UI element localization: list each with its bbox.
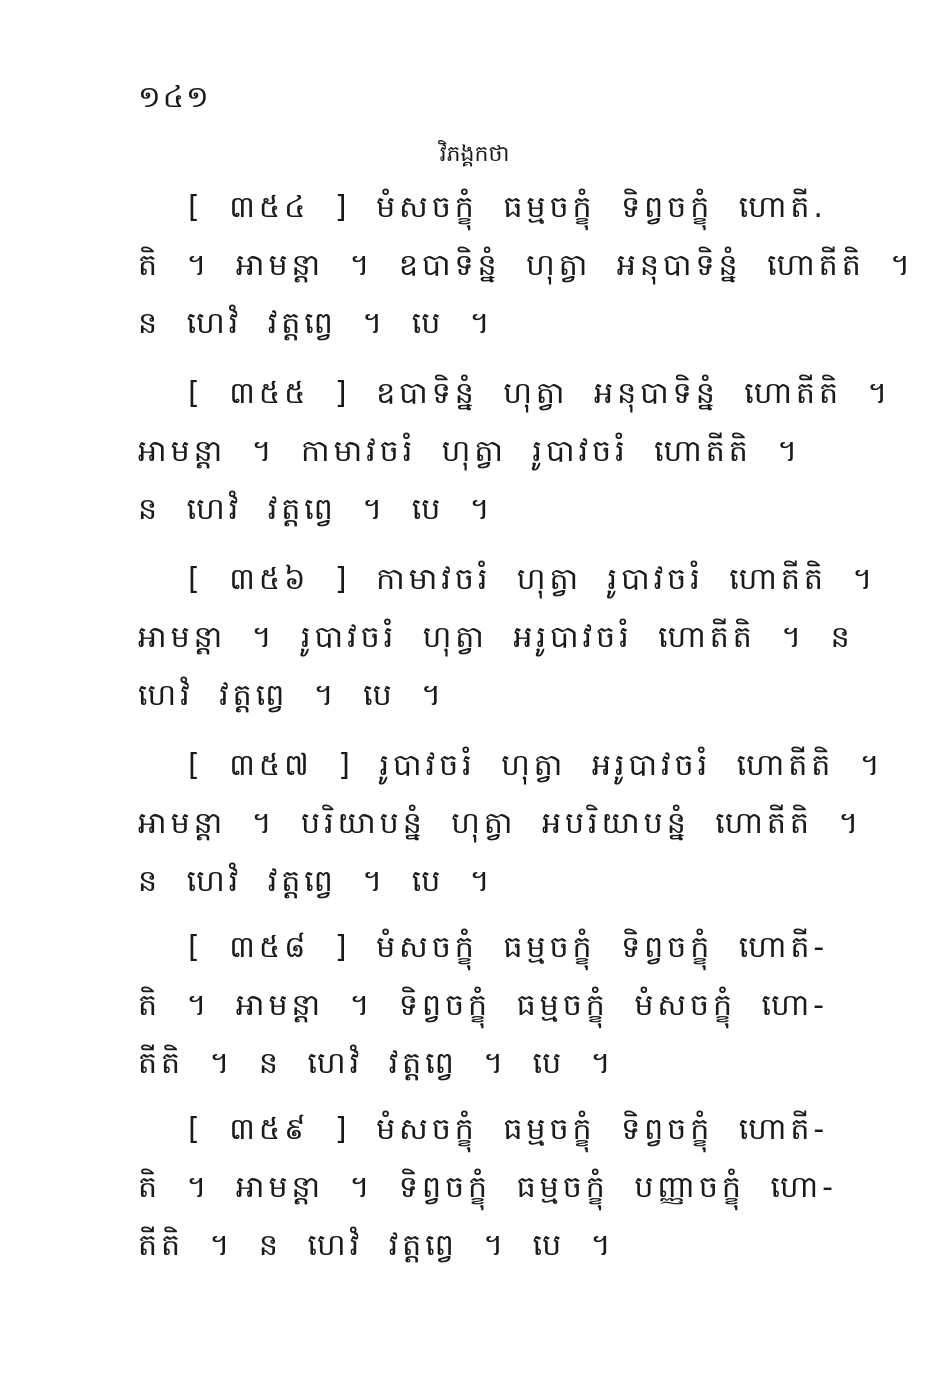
paragraph-line: [ ៣៥៦ ] កាមាវចរំ ហុត្វា រូបាវចរំ ហោតីតិ ។	[188, 562, 877, 597]
paragraph-line: តិ ។ អាមន្តា ។ ទិព្វចក្ខុំ ធម្មចក្ខុំ មំសចក្ខុំ ហោ-	[138, 988, 828, 1023]
paragraph-line: តីតិ ។ ន ហេវំ វត្តព្វេ ។ បេ ។	[138, 1046, 615, 1081]
running-title: វិភង្គកថា	[439, 142, 510, 167]
paragraph-line: តីតិ ។ ន ហេវំ វត្តព្វេ ។ បេ ។	[138, 1228, 615, 1263]
paragraph-line: អាមន្តា ។ រូបាវចរំ ហុត្វា អរូបាវចរំ ហោតីតិ ។ ន	[138, 620, 854, 655]
paragraph-line: ន ហេវំ វត្តព្វេ ។ បេ ។	[138, 864, 494, 899]
paragraph-line: ន ហេវំ វត្តព្វេ ។ បេ ។	[138, 492, 494, 527]
paragraph-line: តិ ។ អាមន្តា ។ ទិព្វចក្ខុំ ធម្មចក្ខុំ បញ្ញាចក្ខុំ ហោ-	[138, 1170, 837, 1205]
paragraph-line: [ ៣៥៩ ] មំសចក្ខុំ ធម្មចក្ខុំ ទិព្វចក្ខុំ ហោតី-	[188, 1112, 829, 1147]
paragraph-line: [ ៣៥៥ ] ឧបាទិន្នំ ហុត្វា អនុបាទិន្នំ ហោតីតិ ។	[188, 376, 892, 411]
paragraph-line: [ ៣៥៧ ] រូបាវចរំ ហុត្វា អរូបាវចរំ ហោតីតិ ។	[188, 748, 884, 783]
page-number: ១៤១	[138, 80, 211, 115]
paragraph-line: [ ៣៥៤ ] មំសចក្ខុំ ធម្មចក្ខុំ ទិព្វចក្ខុំ ហោតី.	[188, 190, 827, 225]
paragraph-line: អាមន្តា ។ កាមាវចរំ ហុត្វា រូបាវចរំ ហោតីតិ ។	[138, 434, 802, 469]
paragraph-line: តិ ។ អាមន្តា ។ ឧបាទិន្នំ ហុត្វា អនុបាទិន្នំ ហោតីតិ ។	[138, 248, 915, 283]
paragraph-line: [ ៣៥៨ ] មំសចក្ខុំ ធម្មចក្ខុំ ទិព្វចក្ខុំ ហោតី-	[188, 930, 829, 965]
paragraph-line: ហេវំ វត្តព្វេ ។ បេ ។	[138, 678, 445, 713]
paragraph-line: ន ហេវំ វត្តព្វេ ។ បេ ។	[138, 306, 494, 341]
paragraph-line: អាមន្តា ។ បរិយាបន្នំ ហុត្វា អបរិយាបន្នំ ហោតីតិ ។	[138, 806, 863, 841]
